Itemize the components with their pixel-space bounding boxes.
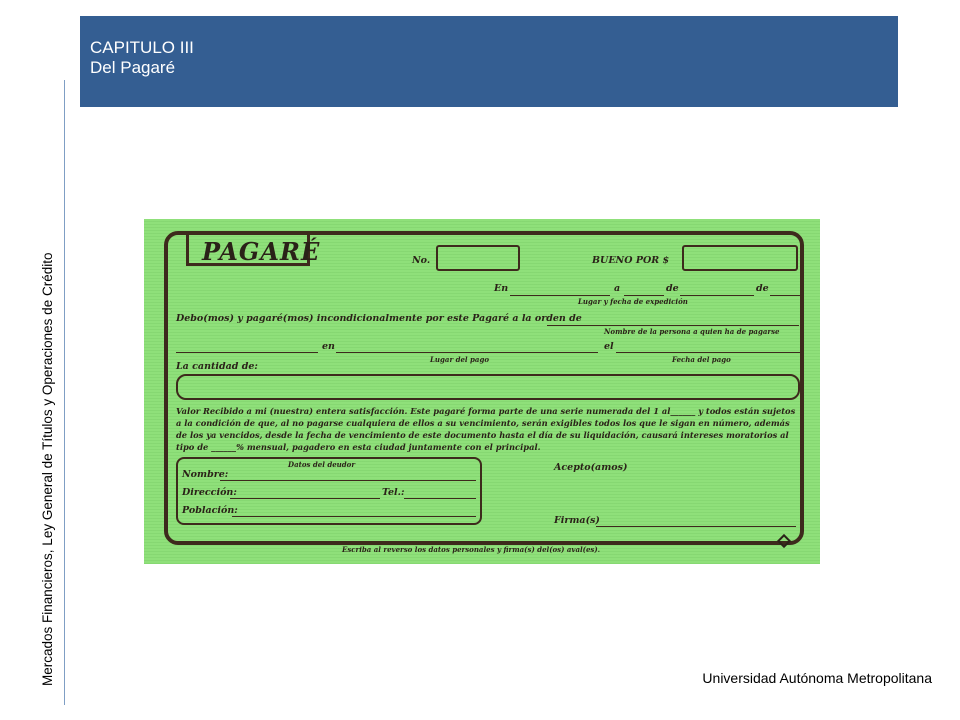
de-label-1: de (666, 283, 679, 294)
line-direccion (230, 498, 380, 499)
firma-label: Firma(s) (554, 515, 600, 526)
el-label: el (604, 341, 614, 352)
acepto-label: Acepto(amos) (554, 462, 628, 473)
nombre-persona-caption: Nombre de la persona a quien ha de pagarse (604, 327, 780, 336)
side-title: Mercados Financieros, Ley General de Títulos y Operaciones de Crédito (40, 252, 55, 686)
chapter-title: CAPITULO III (90, 38, 194, 57)
line-lugar (336, 352, 598, 353)
bueno-label: BUENO POR $ (592, 255, 670, 266)
chapter-subtitle: Del Pagaré (90, 58, 176, 77)
footer-institution: Universidad Autónoma Metropolitana (702, 670, 932, 686)
line-a (624, 295, 664, 296)
line-firma (596, 526, 796, 527)
datos-deudor-caption: Datos del deudor (288, 460, 356, 469)
no-label: No. (412, 255, 431, 266)
line-orden (547, 325, 799, 326)
cantidad-box (176, 374, 800, 400)
en2-label: en (322, 341, 335, 352)
title-bracket-left (186, 233, 189, 265)
poblacion-label: Población: (182, 505, 238, 516)
pagare-terms: Valor Recibido a mi (nuestra) entera satisfacción. Este pagaré forma parte de una serie numerada del 1 al______ y todos están sujetos a la condición de que, al no pagarse cualquiera de ellos a su vencimiento, serán exigibles todos los que le sigan en número, además de los ya vencidos, desde la fecha de vencimiento de este documento hasta el día de su liquidación, causará intereses moratorios al tipo de ______% mensual, pagadero en esta ciudad juntamente con el principal. (176, 406, 796, 452)
line-fecha (616, 352, 800, 353)
fecha-pago-caption: Fecha del pago (672, 355, 731, 364)
line-en (510, 295, 610, 296)
nombre-label: Nombre: (182, 469, 229, 480)
tel-label: Tel.: (382, 487, 405, 498)
bueno-box (682, 245, 798, 271)
lugar-fecha-caption: Lugar y fecha de expedición (578, 297, 688, 306)
de-label-2: de (756, 283, 769, 294)
line-poblacion (232, 516, 476, 517)
reverso-note: Escriba al reverso los datos personales y firma(s) del(os) aval(es). (342, 545, 601, 554)
line-de2 (770, 295, 800, 296)
slide-header (80, 16, 898, 107)
side-divider (64, 80, 65, 705)
lugar-pago-caption: Lugar del pago (430, 355, 490, 364)
pagare-image (144, 219, 820, 564)
direccion-label: Dirección: (182, 487, 237, 498)
a-label: a (614, 283, 621, 294)
debo-text: Debo(mos) y pagaré(mos) incondicionalmente por este Pagaré a la orden de (176, 313, 582, 324)
pagare-title: PAGARÉ (202, 237, 321, 266)
line-de1 (680, 295, 754, 296)
en-label: En (494, 283, 509, 294)
cantidad-label: La cantidad de: (176, 361, 258, 372)
line-nombre (220, 480, 476, 481)
no-box (436, 245, 520, 271)
line-tel (404, 498, 476, 499)
line-pre-en (176, 352, 318, 353)
